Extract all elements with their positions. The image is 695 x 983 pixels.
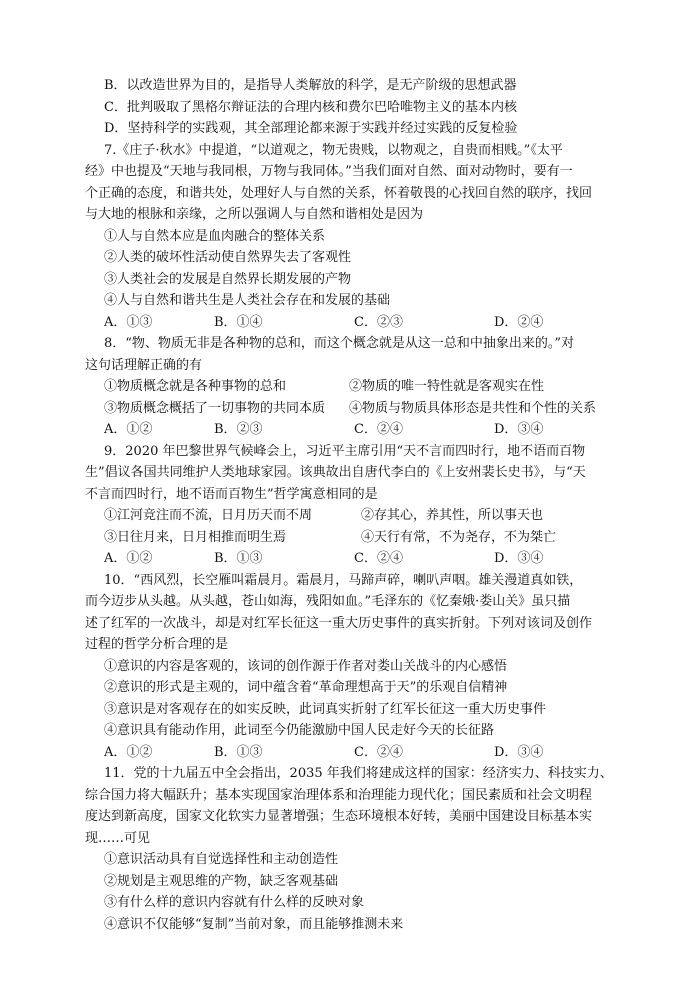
q7-item: ②人类的破坏性活动使自然界失去了客观性	[104, 250, 352, 265]
q7-stem-line: 个正确的态度，和谐共处，处理好人与自然的关系，怀着敬畏的心找回自然的联序，找回	[85, 186, 593, 201]
q7-option-a: A．①③	[104, 315, 153, 330]
q9-option-c: C．②④	[354, 551, 403, 566]
q11-stem-line: 度达到新高度，国家文化软实力显著增强；生态环境根本好转，美丽中国建设目标基本实	[85, 809, 593, 824]
q11-item: ③有什么样的意识内容就有什么样的反映对象	[104, 895, 365, 910]
q6-option-d: D．坚持科学的实践观，其全部理论都来源于实践并经过实践的反复检验	[104, 121, 518, 136]
q9-stem-line: 不言而四时行，地不语而百物生”哲学寓意相同的是	[85, 487, 378, 502]
q8-item: ②物质的唯一特性就是客观实在性	[349, 379, 545, 394]
q9-item: ②存其心，养其性，所以事天也	[361, 508, 544, 523]
q10-option-d: D．③④	[494, 745, 544, 760]
q6-option-c: C．批判吸取了黑格尔辩证法的合理内核和费尔巴哈唯物主义的基本内核	[104, 100, 517, 115]
q11-item: ①意识活动具有自觉选择性和主动创造性	[104, 852, 339, 867]
q10-stem-line: 10．“西风烈，长空雁叫霜晨月。霜晨月，马蹄声碎，喇叭声咽。雄关漫道真如铁，	[104, 573, 583, 588]
q10-item: ①意识的内容是客观的，该词的创作源于作者对娄山关战斗的内心感悟	[104, 659, 508, 674]
q8-option-a: A．①②	[104, 422, 153, 437]
q9-stem-line: 生”倡议各国共同维护人类地球家园。该典故出自唐代李白的《上安州裴长史书》，与“天	[85, 465, 586, 480]
q7-option-b: B．①④	[214, 315, 263, 330]
q9-item: ③日往月来，日月相推而明生焉	[104, 530, 287, 545]
q9-item: ①江河竞注而不流，日月历天而不周	[104, 508, 313, 523]
q9-option-a: A．①②	[104, 551, 153, 566]
q10-option-a: A．①②	[104, 745, 153, 760]
q10-option-c: C．②④	[354, 745, 403, 760]
q7-item: ③人类社会的发展是自然界长期发展的产物	[104, 272, 352, 287]
q8-option-d: D．③④	[494, 422, 544, 437]
q8-option-b: B．②③	[214, 422, 263, 437]
q10-stem-line: 过程的哲学分析合理的是	[85, 637, 229, 652]
q7-stem-line: 与大地的根脉和亲缘，之所以强调人与自然和谐相处是因为	[85, 207, 424, 222]
q11-stem-line: 11．党的十九届五中全会指出，2035 年我们将建成这样的国家：经济实力、科技实力、	[104, 766, 613, 781]
q7-stem-line: 经》中也提及“天地与我同根，万物与我同体。”当我们面对自然、面对动物时，要有一	[85, 164, 573, 179]
q7-option-c: C．②③	[354, 315, 403, 330]
q7-item: ①人与自然本应是血肉融合的整体关系	[104, 229, 326, 244]
q7-option-d: D．②④	[494, 315, 544, 330]
q7-item: ④人与自然和谐共生是人类社会存在和发展的基础	[104, 293, 391, 308]
q8-stem-line: 这句话理解正确的有	[85, 358, 203, 373]
q11-item: ④意识不仅能够“复制”当前对象，而且能够推测未来	[104, 917, 404, 932]
q10-stem-line: 述了红军的一次战斗，却是对红军长征这一重大历史事件的真实折射。下列对该词及创作	[85, 616, 593, 631]
q11-stem-line: 现……可见	[85, 831, 151, 846]
q10-option-b: B．①③	[214, 745, 263, 760]
q8-stem-line: 8．“物、物质无非是各种物的总和，而这个概念就是从这一总和中抽象出来的。”对	[104, 336, 575, 351]
q8-option-c: C．②④	[354, 422, 403, 437]
q6-option-b: B．以改造世界为目的，是指导人类解放的科学，是无产阶级的思想武器	[104, 78, 517, 93]
q8-item: ④物质与物质具体形态是共性和个性的关系	[349, 401, 597, 416]
q11-stem-line: 综合国力将大幅跃升；基本实现国家治理体系和治理能力现代化；国民素质和社会文明程	[85, 788, 593, 803]
q8-item: ①物质概念就是各种事物的总和	[104, 379, 287, 394]
q9-item: ④天行有常，不为尧存，不为桀亡	[361, 530, 557, 545]
q9-option-d: D．③④	[494, 551, 544, 566]
q10-item: ④意识具有能动作用，此词至今仍能激励中国人民走好今天的长征路	[104, 723, 495, 738]
q10-stem-line: 而今迈步从头越。从头越，苍山如海，残阳如血。”毛泽东的《忆秦娥·娄山关》虽只描	[85, 594, 571, 609]
q10-item: ②意识的形式是主观的，词中蕴含着“革命理想高于天”的乐观自信精神	[104, 680, 508, 695]
q10-item: ③意识是对客观存在的如实反映，此词真实折射了红军长征这一重大历史事件	[104, 702, 547, 717]
q11-item: ②规划是主观思维的产物，缺乏客观基础	[104, 874, 339, 889]
q8-item: ③物质概念概括了一切事物的共同本质	[104, 401, 326, 416]
q7-stem-line: 7.《庄子·秋水》中提道，“以道观之，物无贵贱，以物观之，自贵而相贱。”《太平	[104, 143, 563, 158]
q9-option-b: B．①③	[214, 551, 263, 566]
q9-stem-line: 9．2020 年巴黎世界气候峰会上，习近平主席引用“天不言而四时行，地不语而百物	[104, 444, 586, 459]
